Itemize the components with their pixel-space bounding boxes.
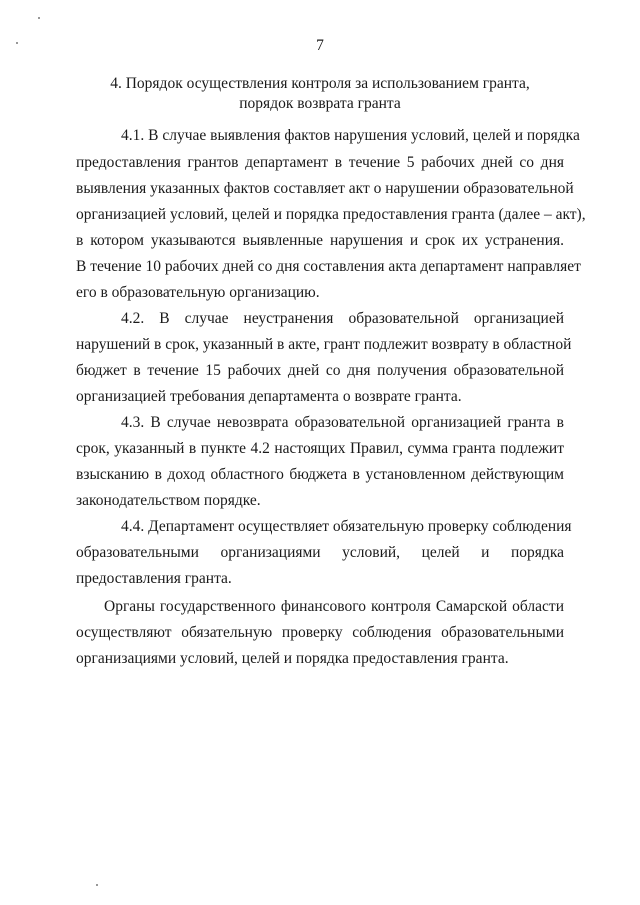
section-heading-line: 4. Порядок осуществления контроля за использованием гранта,	[110, 75, 530, 92]
text-line: 4.2. В случае неустранения образовательной организацией	[121, 310, 564, 327]
text-line: организацией требования департамента о возврате гранта.	[76, 388, 462, 405]
text-line: В течение 10 рабочих дней со дня составления акта департамент направляет	[76, 258, 581, 275]
text-line: 4.3. В случае невозврата образовательной организацией гранта в	[121, 414, 564, 431]
text-line: осуществляют обязательную проверку соблюдения образовательными	[76, 624, 564, 641]
text-line: срок, указанный в пункте 4.2 настоящих Правил, сумма гранта подлежит	[76, 440, 564, 457]
text-line: организациями условий, целей и порядка предоставления гранта.	[76, 650, 509, 667]
text-line: организацией условий, целей и порядка предоставления гранта (далее – акт),	[76, 206, 586, 223]
text-line: бюджет в течение 15 рабочих дней со дня получения образовательной	[76, 362, 564, 379]
section-heading	[0, 74, 640, 114]
section-heading-line: порядок возврата гранта	[239, 95, 401, 112]
scan-speck	[38, 17, 40, 19]
text-line: предоставления грантов департамент в течение 5 рабочих дней со дня	[76, 154, 564, 171]
text-line: предоставления гранта.	[76, 570, 232, 587]
scan-speck	[96, 884, 98, 886]
text-line: Органы государственного финансового контроля Самарской области	[104, 598, 564, 615]
text-line: 4.1. В случае выявления фактов нарушения условий, целей и порядка	[121, 127, 580, 144]
text-line: в котором указываются выявленные нарушения и срок их устранения.	[76, 232, 564, 249]
page-number: 7	[316, 37, 324, 54]
text-line: 4.4. Департамент осуществляет обязательную проверку соблюдения	[121, 518, 572, 535]
text-line: выявления указанных фактов составляет акт о нарушении образовательной	[76, 180, 574, 197]
text-line: его в образовательную организацию.	[76, 284, 320, 301]
text-line: образовательными организациями условий, целей и порядка	[76, 544, 564, 561]
text-line: взысканию в доход областного бюджета в установленном действующим	[76, 466, 564, 483]
text-line: законодательством порядке.	[76, 492, 261, 509]
text-line: нарушений в срок, указанный в акте, грант подлежит возврату в областной	[76, 336, 572, 353]
